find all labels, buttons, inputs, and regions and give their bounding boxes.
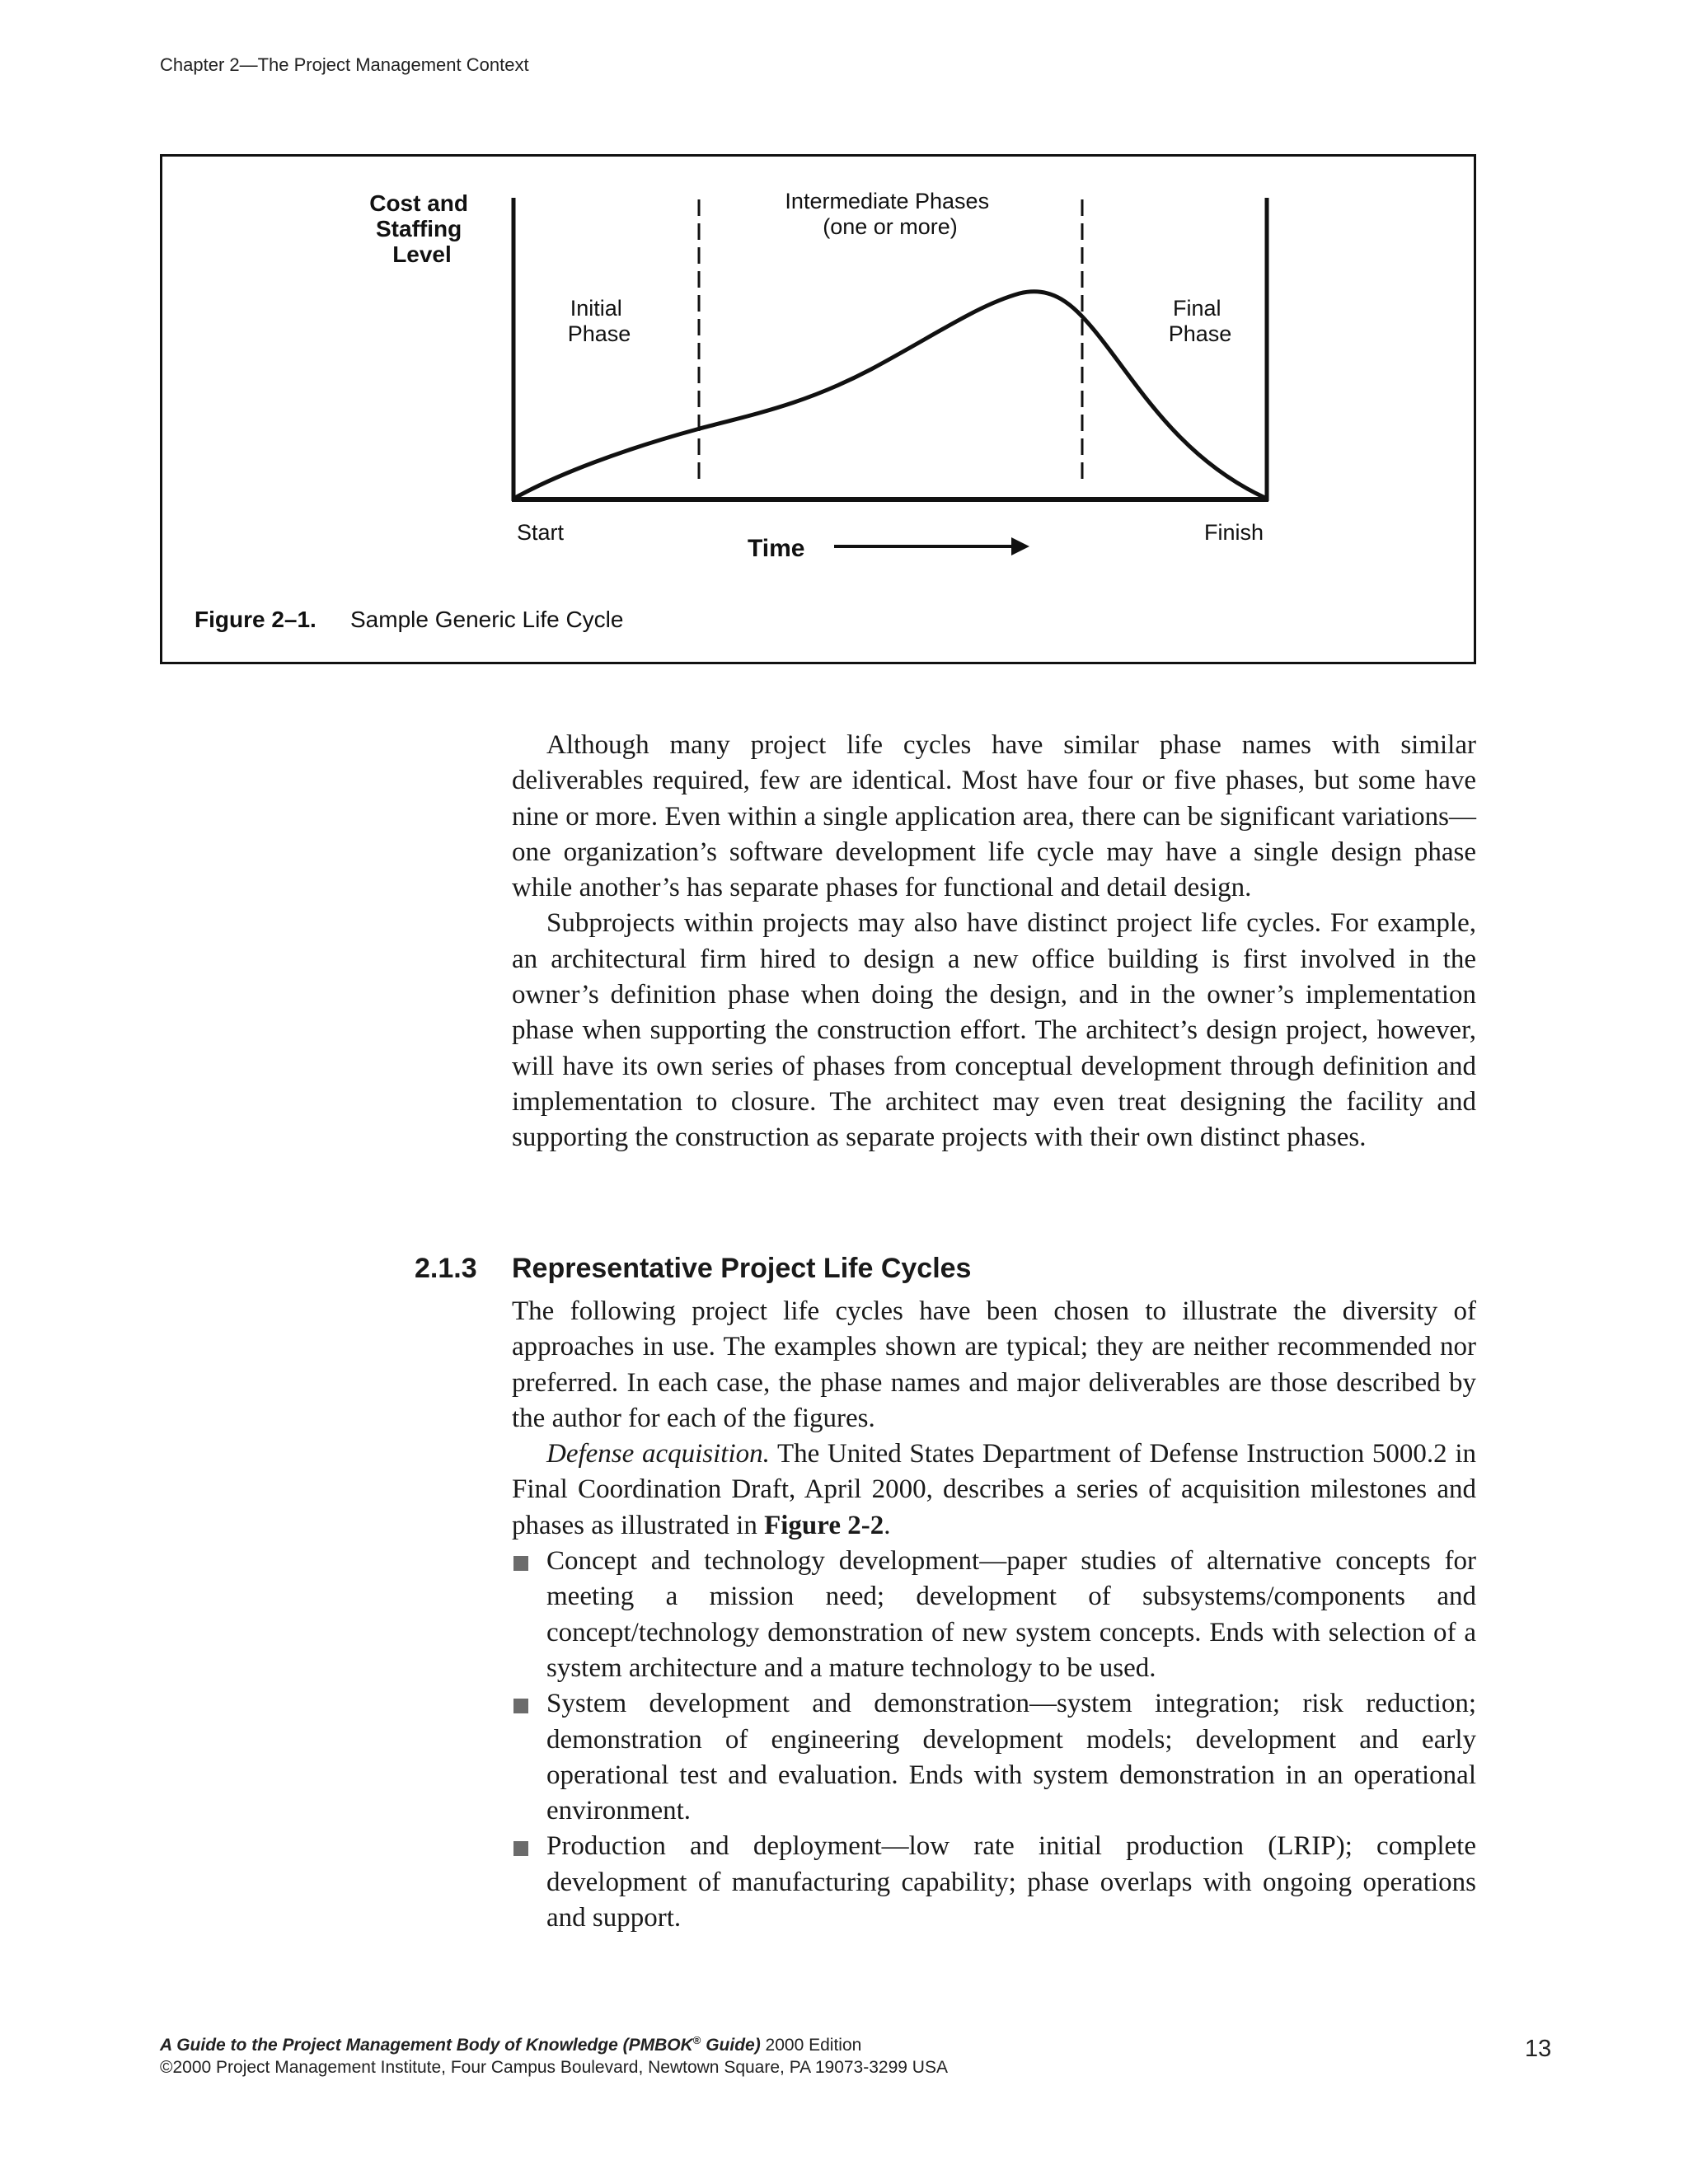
intermediate-phases-label: Intermediate Phases (one or more) [785,189,990,239]
defense-paragraph [512,1436,1476,1544]
body-text [512,728,1476,1156]
section-number: 2.1.3 [415,1253,477,1284]
final-phase-label: Final Phase [1168,296,1232,346]
life-cycle-figure [162,157,1474,662]
defense-text-a: The United States Department of Defense Instruction 5000.2 in Final Coordination Draft, April 2000, describes a series of acquisition milestones and phases as illustrated in [512,1439,1476,1540]
footer-title-end: Guide) [701,2036,761,2055]
paragraph: Although many project life cycles have similar phase names with similar deliverables required, few are identical. Most have four or five phases, but some have nine or more. Even within a single application area, there can be significant variations—one organization’s software development life cycle may have a single design phase while another’s has separate phases for functional and detail design. [512,730,1476,903]
start-label: Start [517,520,565,545]
time-label: Time [748,535,805,562]
initial-phase-label: Initial Phase [567,296,631,346]
list-item [512,1829,1476,1936]
footer-title-line [160,2029,948,2056]
page-footer [160,2029,948,2079]
list-item [512,1686,1476,1829]
footer-copyright: ©2000 Project Management Institute, Four Campus Boulevard, Newtown Square, PA 19073-3299 USA [160,2058,948,2077]
section-title: Representative Project Life Cycles [512,1253,972,1284]
running-head: Chapter 2—The Project Management Context [160,54,529,75]
square-bullet-icon [513,1556,528,1571]
figure-box [160,154,1476,664]
section-intro: The following project life cycles have been chosen to illustrate the diversity of approaches in use. The examples shown are typical; they are neither recommended nor preferred. In each case, the phase names and major deliverables are those described by the author for each of the figures. [512,1296,1476,1433]
list-item-text: System development and demonstration—system integration; risk reduction; demonstration of engineering development models; development and early operational test and evaluation. Ends with system demonstration in an operational environment. [546,1689,1476,1826]
list-item-text: Concept and technology development—paper studies of alternative concepts for meeting a mission need; development of subsystems/components and concept/technology demonstration of new system concepts. Ends with selection of a system architecture and a mature technology to be used. [546,1546,1476,1683]
section-body [512,1294,1476,1936]
defense-label: Defense acquisition. [546,1439,770,1469]
time-arrow-head [1011,537,1029,555]
list-item [512,1544,1476,1686]
finish-label: Finish [1203,520,1264,545]
figure-caption-number: Figure 2–1. [195,607,316,632]
page-number: 13 [1525,2036,1552,2062]
registered-mark: ® [692,2034,701,2046]
y-axis-label: Cost and Staffing Level [369,190,468,267]
footer-edition: 2000 Edition [760,2036,862,2055]
square-bullet-icon [513,1841,528,1856]
list-item-text: Production and deployment—low rate initial production (LRIP); complete development of manufacturing capability; phase overlaps with ongoing operations and support. [546,1831,1476,1933]
phase-list [512,1544,1476,1936]
figure-ref-link: Figure 2-2 [764,1510,884,1540]
footer-title: A Guide to the Project Management Body of Knowledge (PMBOK [160,2036,693,2055]
figure-caption-text: Sample Generic Life Cycle [350,607,624,632]
defense-text-b: . [884,1510,891,1540]
paragraph: Subprojects within projects may also have distinct project life cycles. For example, an architectural firm hired to design a new office building is first involved in the owner’s definition phase when doing the design, and in the owner’s implementation phase when supporting the construction effort. The architect’s design project, however, will have its own series of phases from conceptual development through definition and implementation to closure. The architect may even treat designing the facility and supporting the construction as separate projects with their own distinct phases. [512,908,1476,1153]
square-bullet-icon [513,1699,528,1713]
